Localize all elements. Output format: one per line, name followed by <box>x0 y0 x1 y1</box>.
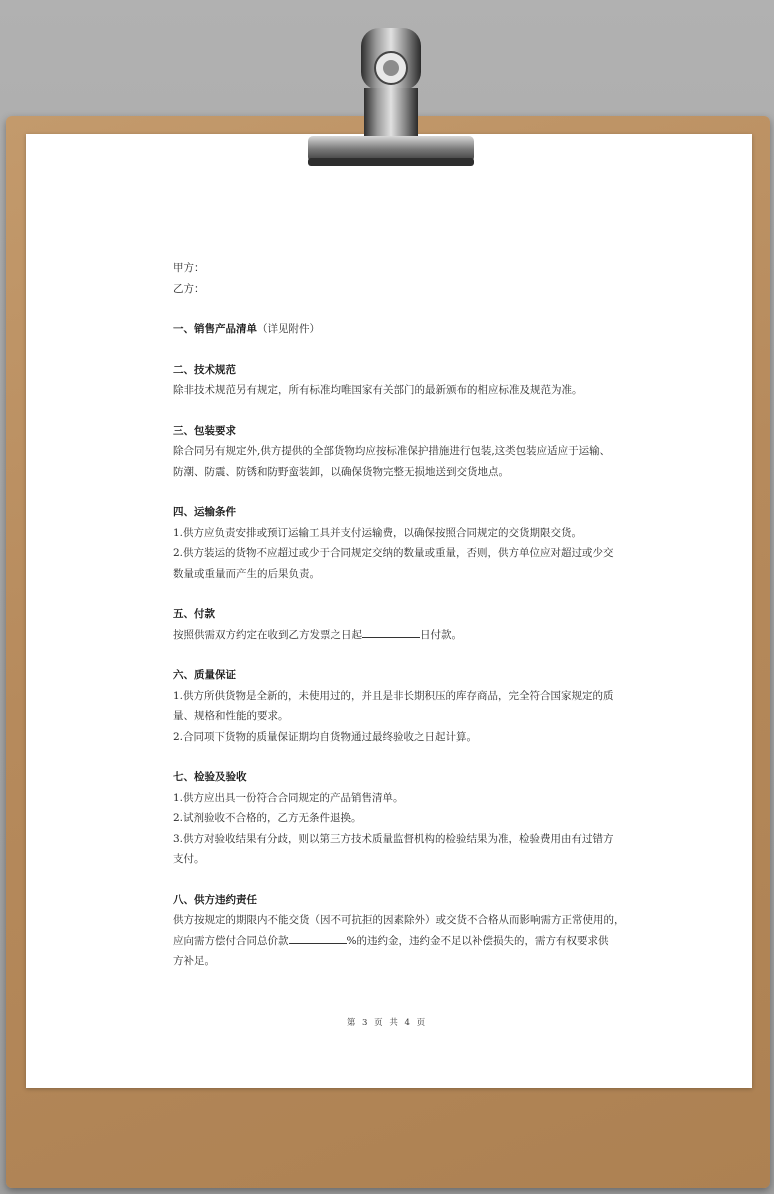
penalty-percent-blank <box>289 931 347 944</box>
section-1-title: 一、销售产品清单（详见附件） <box>173 323 320 335</box>
binder-clip-icon <box>306 28 476 178</box>
section-3-title: 三、包装要求 <box>173 424 236 437</box>
section-4-line: 1.供方应负责安排或预订运输工具并支付运输费，以确保按照合同规定的交货期限交货。 <box>173 526 583 539</box>
section-2-line: 除非技术规范另有规定，所有标准均唯国家有关部门的最新颁布的相应标准及规范为准。 <box>173 384 583 396</box>
section-6-title: 六、质量保证 <box>173 669 236 681</box>
section-3-line: 除合同另有规定外,供方提供的全部货物均应按标准保护措施进行包装,这类包装应适应于运输、 <box>173 445 611 457</box>
section-8-title: 八、供方违约责任 <box>173 893 257 906</box>
section-7-title: 七、检验及验收 <box>173 771 247 783</box>
section-5-title: 五、付款 <box>173 608 215 620</box>
section-7-line: 支付。 <box>173 853 205 865</box>
section-2-title: 二、技术规范 <box>173 363 236 376</box>
party-b-label: 乙方： <box>173 282 205 295</box>
page-number: 第 3 页 共 4 页 <box>346 1018 428 1028</box>
section-3-line: 防潮、防震、防锈和防野蛮装卸，以确保货物完整无损地送到交货地点。 <box>173 465 509 478</box>
section-4-title: 四、运输条件 <box>173 506 236 518</box>
section-8-line: 应向需方偿付合同总价款 %的违约金，违约金不足以补偿损失的，需方有权要求供 <box>173 931 613 952</box>
section-6-line: 1.供方所供货物是全新的，未使用过的，并且是非长期积压的库存商品，完全符合国家规定的质 <box>173 689 614 702</box>
section-8-line: 方补足。 <box>173 955 215 967</box>
section-8-line: 供方按规定的期限内不能交货（因不可抗拒的因素除外）或交货不合格从而影响需方正常使用的， <box>173 914 625 926</box>
section-5-line: 按照供需双方约定在收到乙方发票之日起 日付款。 <box>173 625 613 646</box>
section-6-line: 2.合同项下货物的质量保证期均自货物通过最终验收之日起计算。 <box>173 730 478 743</box>
payment-days-blank <box>362 625 420 638</box>
section-4-line: 2.供方装运的货物不应超过或少于合同规定交纳的数量或重量，否则，供方单位应对超过或少交 <box>173 547 614 559</box>
party-a-label: 甲方： <box>173 262 205 274</box>
section-7-line: 2.试剂验收不合格的，乙方无条件退换。 <box>173 812 362 824</box>
section-7-line: 3.供方对验收结果有分歧，则以第三方技术质量监督机构的检验结果为准，检验费用由有过错方 <box>173 832 614 845</box>
contract-body <box>173 258 625 972</box>
section-4-line: 数量或重量而产生的后果负责。 <box>173 567 320 580</box>
section-7-line: 1.供方应出具一份符合合同规定的产品销售清单。 <box>173 791 404 804</box>
section-6-line: 量、规格和性能的要求。 <box>173 710 289 722</box>
